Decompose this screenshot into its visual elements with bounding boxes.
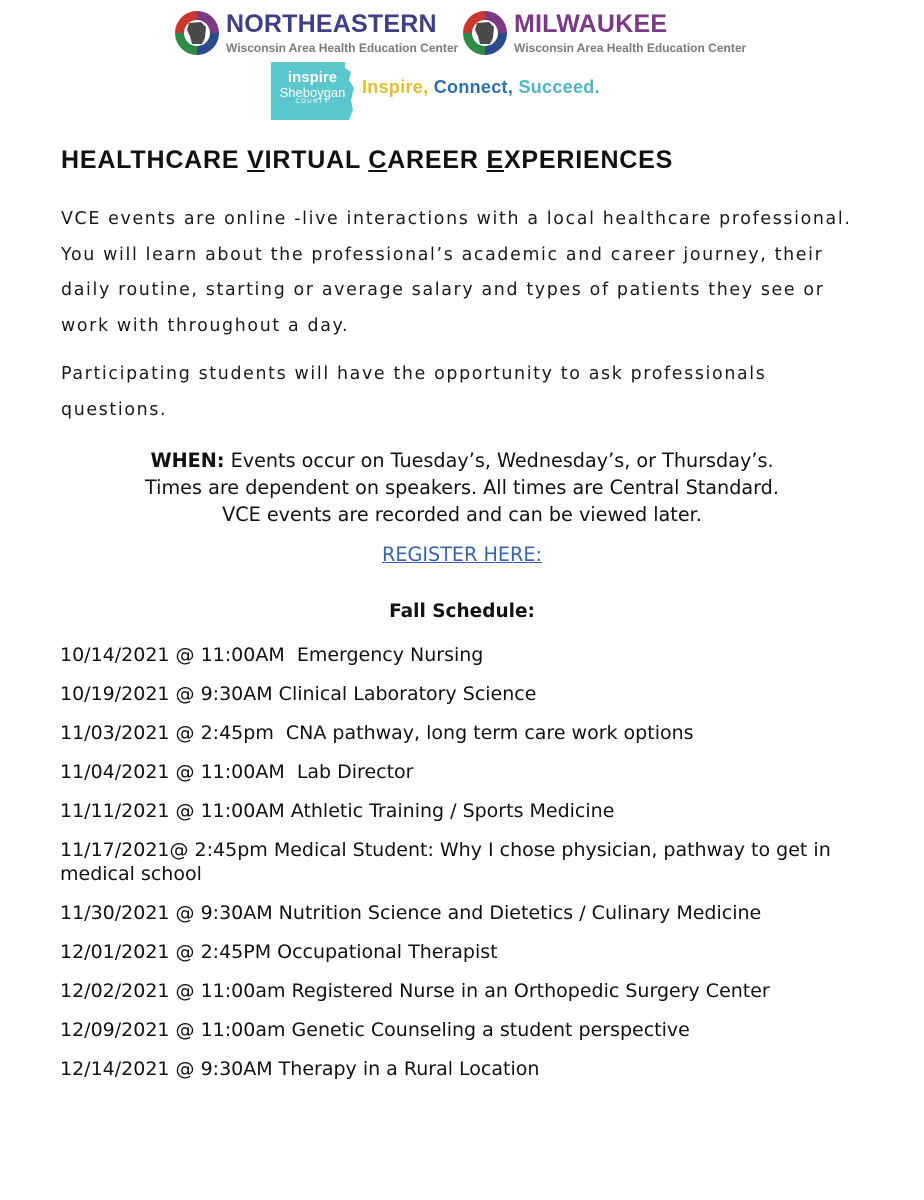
tagline-succeed: Succeed.	[518, 77, 600, 97]
schedule-item: 12/09/2021 @ 11:00am Genetic Counseling a student perspective	[60, 1019, 690, 1041]
title-part: IRTUAL	[264, 146, 369, 174]
inspire-word: inspire	[287, 69, 338, 86]
page-title	[61, 146, 673, 175]
tagline-inspire: Inspire,	[362, 77, 429, 97]
county-word: COUNTY	[295, 99, 330, 106]
schedule-title: Fall Schedule:	[389, 601, 535, 622]
wisconsin-ring-icon	[460, 8, 510, 58]
schedule-item: 11/30/2021 @ 9:30AM Nutrition Science and Dietetics / Culinary Medicine	[60, 902, 762, 924]
schedule-item: 10/19/2021 @ 9:30AM Clinical Laboratory Science	[60, 683, 537, 705]
schedule-item: 12/14/2021 @ 9:30AM Therapy in a Rural Location	[60, 1058, 540, 1080]
title-part: XPERIENCES	[503, 146, 674, 174]
title-part: AREER	[387, 146, 487, 174]
schedule-item: 11/03/2021 @ 2:45pm CNA pathway, long term care work options	[60, 722, 694, 744]
milwaukee-subtitle: Wisconsin Area Health Education Center	[514, 41, 747, 55]
inspire-sheboygan-logo	[271, 62, 354, 120]
schedule-item: 10/14/2021 @ 11:00AM Emergency Nursing	[60, 644, 484, 666]
northeastern-name: NORTHEASTERN	[226, 10, 437, 38]
schedule-item: 12/01/2021 @ 2:45PM Occupational Therapist	[60, 941, 498, 963]
tagline-connect: Connect,	[433, 77, 514, 97]
schedule-list	[60, 643, 880, 1096]
milwaukee-name: MILWAUKEE	[514, 10, 668, 38]
schedule-item: 11/04/2021 @ 11:00AM Lab Director	[60, 761, 414, 783]
when-line-1: Events occur on Tuesday’s, Wednesday’s, or Thursday’s.	[224, 449, 774, 472]
milwaukee-ahec-logo	[460, 8, 746, 58]
wisconsin-ring-icon	[172, 8, 222, 58]
when-line-2: Times are dependent on speakers. All times are Central Standard.	[145, 476, 779, 499]
sheboygan-word: Sheboygan	[279, 84, 346, 100]
schedule-item: 11/11/2021 @ 11:00AM Athletic Training / Sports Medicine	[60, 800, 615, 822]
participation-paragraph: Participating students will have the opportunity to ask professionals questions.	[61, 364, 767, 420]
title-part: HEALTHCARE	[61, 146, 248, 174]
when-block	[0, 447, 924, 528]
northeastern-ahec-logo	[172, 8, 458, 58]
title-initial-e: E	[486, 146, 504, 174]
when-label: WHEN:	[150, 449, 225, 472]
schedule-item: 11/17/2021@ 2:45pm Medical Student: Why I chose physician, pathway to get in medical school	[60, 839, 831, 885]
northeastern-subtitle: Wisconsin Area Health Education Center	[226, 41, 459, 55]
when-line-3: VCE events are recorded and can be viewed later.	[222, 503, 702, 526]
title-initial-v: V	[247, 146, 265, 174]
intro-paragraph: VCE events are online -live interactions with a local healthcare professional. You will learn about the professional’s academic and career journey, their daily routine, starting or average salary and types of patients they see or work with throughout a day.	[61, 209, 852, 337]
title-initial-c: C	[368, 146, 388, 174]
register-link[interactable]: REGISTER HERE:	[382, 543, 542, 566]
schedule-item: 12/02/2021 @ 11:00am Registered Nurse in an Orthopedic Surgery Center	[60, 980, 770, 1002]
tagline	[362, 77, 600, 98]
